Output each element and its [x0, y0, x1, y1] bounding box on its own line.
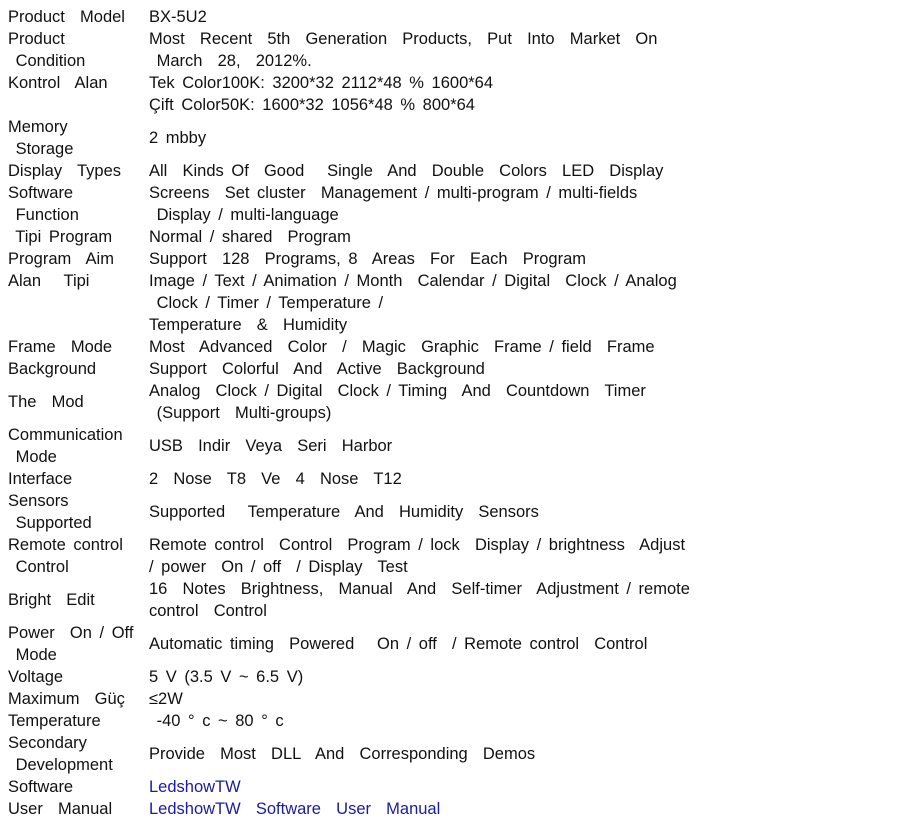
spec-label-cell	[6, 182, 149, 226]
spec-label-cell	[6, 72, 149, 116]
spec-label-line: Remote control	[8, 536, 123, 554]
spec-value-cell	[149, 72, 709, 116]
spec-row-program-aim	[6, 248, 709, 270]
spec-label-cell	[6, 666, 149, 688]
spec-label-cell	[6, 226, 149, 248]
spec-row-bright-edit	[6, 578, 709, 622]
spec-label-line	[8, 292, 149, 314]
spec-label-line: Kontrol Alan	[8, 74, 108, 92]
spec-label-line: Control	[8, 558, 69, 576]
spec-value-line: / power On / off / Display Test	[149, 558, 408, 576]
spec-label-line: Product	[8, 30, 65, 48]
spec-label-line: Frame Mode	[8, 338, 113, 356]
spec-label-line: Power On / Off	[8, 624, 134, 642]
spec-label-cell	[6, 490, 149, 534]
spec-value-cell	[149, 336, 709, 358]
spec-value-line: ≤2W	[149, 690, 183, 708]
spec-row-sensors-supported	[6, 490, 709, 534]
spec-value-line: Provide Most DLL And Corresponding Demos	[149, 745, 536, 763]
spec-value-line: All Kinds Of Good Single And Double Colors LED Display	[149, 162, 664, 180]
spec-row-interface	[6, 468, 709, 490]
spec-value-cell	[149, 182, 709, 226]
spec-label-line: Background	[8, 360, 97, 378]
spec-value-line: Çift Color50K: 1600*32 1056*48 % 800*64	[149, 96, 475, 114]
spec-label-line: Temperature	[8, 712, 101, 730]
spec-row-memory-storage	[6, 116, 709, 160]
spec-value-line: Clock / Timer / Temperature /	[149, 294, 384, 312]
spec-label-line: Memory	[8, 118, 68, 136]
spec-value-line: Display / multi-language	[149, 206, 339, 224]
spec-label-line: Maximum Güç	[8, 690, 125, 708]
spec-row-product-condition	[6, 28, 709, 72]
spec-row-voltage	[6, 666, 709, 688]
spec-value-line: Tek Color100K: 3200*32 2112*48 % 1600*64	[149, 74, 494, 92]
spec-label-cell	[6, 160, 149, 182]
spec-label-cell	[6, 6, 149, 28]
spec-value-line: Most Recent 5th Generation Products, Put Into Market On	[149, 30, 658, 48]
spec-label-line	[8, 94, 149, 116]
spec-value-link[interactable]: LedshowTW	[149, 778, 241, 796]
spec-value-line: Support 128 Programs, 8 Areas For Each Program	[149, 250, 587, 268]
spec-label-line: Communication	[8, 426, 123, 444]
spec-value-cell	[149, 776, 709, 798]
spec-label-cell	[6, 688, 149, 710]
spec-row-background	[6, 358, 709, 380]
spec-row-tipi-program	[6, 226, 709, 248]
spec-value-cell	[149, 534, 709, 578]
spec-row-power-mode	[6, 622, 709, 666]
spec-label-line: Storage	[8, 140, 74, 158]
spec-label-cell	[6, 380, 149, 424]
spec-value-line: 16 Notes Brightness, Manual And Self-timer Adjustment / remote	[149, 580, 690, 598]
spec-label-cell	[6, 578, 149, 622]
spec-label-cell	[6, 798, 149, 820]
spec-value-cell	[149, 116, 709, 160]
spec-value-cell	[149, 710, 709, 732]
spec-row-secondary-development	[6, 732, 709, 776]
spec-label-line: Supported	[8, 514, 92, 532]
spec-value-cell	[149, 666, 709, 688]
spec-value-cell	[149, 160, 709, 182]
spec-value-cell	[149, 380, 709, 424]
spec-value-line: 2 mbby	[149, 129, 207, 147]
spec-label-cell	[6, 468, 149, 490]
spec-value-cell	[149, 248, 709, 270]
spec-value-line: control Control	[149, 602, 267, 620]
spec-row-alan-tipi	[6, 270, 709, 336]
spec-label-line: Display Types	[8, 162, 121, 180]
spec-label-line: Software	[8, 778, 74, 796]
spec-value-cell	[149, 226, 709, 248]
spec-label-cell	[6, 248, 149, 270]
spec-label-line: User Manual	[8, 800, 113, 818]
spec-value-line: Image / Text / Animation / Month Calendar / Digital Clock / Analog	[149, 272, 677, 290]
spec-value-line: Most Advanced Color / Magic Graphic Frame / field Frame	[149, 338, 655, 356]
spec-value-line: BX-5U2	[149, 8, 207, 26]
spec-label-cell	[6, 116, 149, 160]
spec-value-line: (Support Multi-groups)	[149, 404, 332, 422]
spec-value-line: Screens Set cluster Management / multi-program / multi-fields	[149, 184, 638, 202]
spec-row-software	[6, 776, 709, 798]
spec-label-cell	[6, 358, 149, 380]
spec-row-maximum-guc	[6, 688, 709, 710]
spec-label-line: Program Aim	[8, 250, 114, 268]
spec-label-cell	[6, 710, 149, 732]
spec-value-cell	[149, 490, 709, 534]
spec-label-line: Alan Tipi	[8, 272, 90, 290]
spec-row-display-types	[6, 160, 709, 182]
spec-value-line: 5 V (3.5 V ~ 6.5 V)	[149, 668, 304, 686]
spec-label-cell	[6, 28, 149, 72]
spec-value-cell	[149, 732, 709, 776]
spec-value-cell	[149, 578, 709, 622]
spec-value-line: Remote control Control Program / lock Display / brightness Adjust	[149, 536, 686, 554]
spec-label-cell	[6, 424, 149, 468]
spec-value-line: Supported Temperature And Humidity Sensors	[149, 503, 539, 521]
spec-value-line: Support Colorful And Active Background	[149, 360, 485, 378]
spec-label-line: The Mod	[8, 393, 84, 411]
spec-value-cell	[149, 688, 709, 710]
spec-value-cell	[149, 6, 709, 28]
spec-label-line: Development	[8, 756, 113, 774]
spec-row-software-function	[6, 182, 709, 226]
spec-value-cell	[149, 358, 709, 380]
spec-row-frame-mode	[6, 336, 709, 358]
spec-label-cell	[6, 270, 149, 336]
spec-value-line: 2 Nose T8 Ve 4 Nose T12	[149, 470, 402, 488]
spec-label-line: Tipi Program	[8, 228, 113, 246]
spec-row-product-model	[6, 6, 709, 28]
spec-label-cell	[6, 336, 149, 358]
spec-value-line: USB Indir Veya Seri Harbor	[149, 437, 393, 455]
spec-value-line: March 28, 2012%.	[149, 52, 312, 70]
spec-label-cell	[6, 732, 149, 776]
spec-label-line: Mode	[8, 448, 57, 466]
spec-value-line: Normal / shared Program	[149, 228, 351, 246]
spec-label-line: Product Model	[8, 8, 125, 26]
spec-value-line: -40 ° c ~ 80 ° c	[149, 712, 284, 730]
spec-value-cell	[149, 468, 709, 490]
spec-label-line: Bright Edit	[8, 591, 95, 609]
spec-value-cell	[149, 28, 709, 72]
spec-label-line: Sensors	[8, 492, 69, 510]
spec-label-line: Interface	[8, 470, 73, 488]
spec-label-line: Condition	[8, 52, 86, 70]
spec-value-link[interactable]: LedshowTW Software User Manual	[149, 800, 441, 818]
spec-label-cell	[6, 622, 149, 666]
spec-label-line: Mode	[8, 646, 57, 664]
spec-label-cell	[6, 776, 149, 798]
spec-value-cell	[149, 424, 709, 468]
spec-label-line	[8, 314, 149, 336]
spec-label-line: Secondary	[8, 734, 87, 752]
spec-row-user-manual	[6, 798, 709, 820]
spec-value-cell	[149, 622, 709, 666]
spec-label-line: Software	[8, 184, 74, 202]
spec-label-line: Voltage	[8, 668, 64, 686]
spec-row-the-mod	[6, 380, 709, 424]
spec-label-line: Function	[8, 206, 79, 224]
spec-value-line: Analog Clock / Digital Clock / Timing And Countdown Timer	[149, 382, 646, 400]
spec-table	[6, 6, 709, 820]
spec-table-body	[6, 6, 709, 820]
spec-value-cell	[149, 270, 709, 336]
spec-row-kontrol-alan	[6, 72, 709, 116]
spec-row-remote-control	[6, 534, 709, 578]
spec-value-cell	[149, 798, 709, 820]
spec-row-temperature	[6, 710, 709, 732]
spec-value-line: Temperature & Humidity	[149, 316, 348, 334]
spec-row-communication-mode	[6, 424, 709, 468]
spec-value-line: Automatic timing Powered On / off / Remote control Control	[149, 635, 648, 653]
spec-label-cell	[6, 534, 149, 578]
